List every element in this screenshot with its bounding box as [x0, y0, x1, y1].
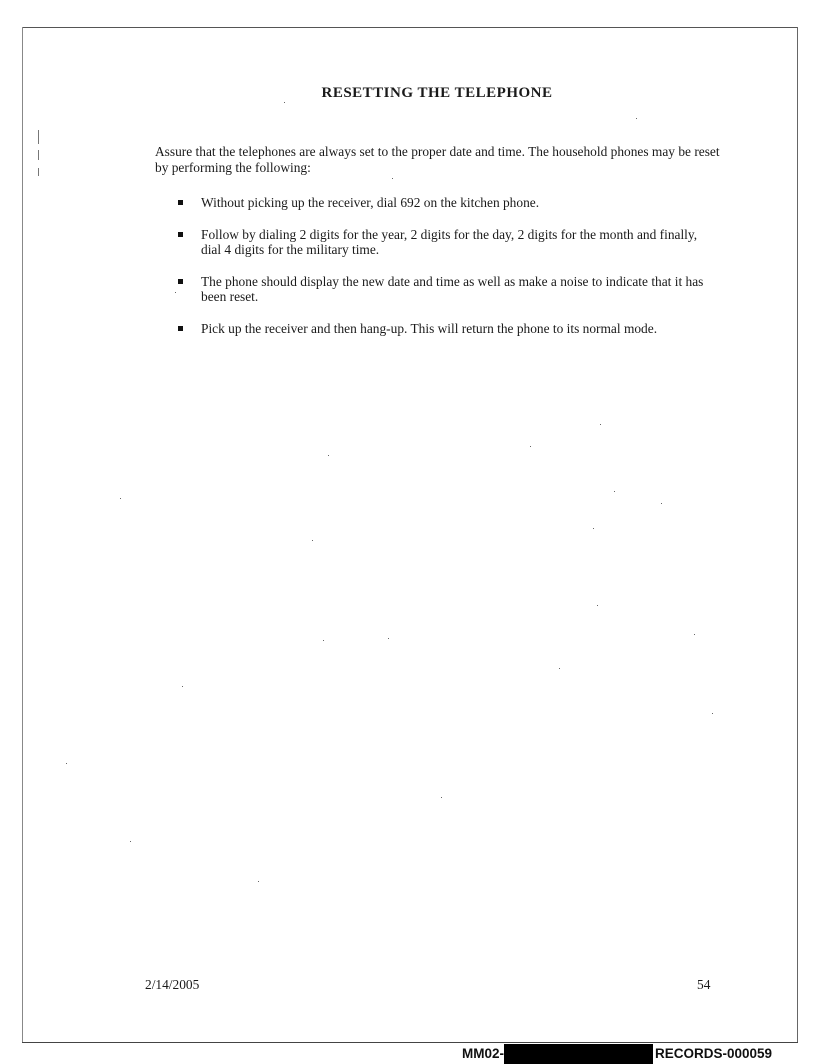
scan-speck	[600, 424, 601, 425]
page-border-right	[797, 27, 798, 1043]
bates-stamp	[462, 1044, 772, 1064]
scan-speck	[694, 634, 695, 635]
scan-speck	[66, 763, 67, 764]
step-text: The phone should display the new date and time as well as make a noise to indicate that it has been reset.	[201, 273, 704, 304]
scan-mark	[38, 168, 39, 176]
bullet-icon	[178, 232, 183, 237]
step-text: Follow by dialing 2 digits for the year, 2 digits for the day, 2 digits for the month and finally, dial 4 digits for the military time.	[201, 226, 698, 257]
page-border-bottom	[22, 1042, 798, 1043]
scan-speck	[530, 446, 531, 447]
page-border-top	[22, 27, 798, 28]
bullet-icon	[178, 279, 183, 284]
scan-speck	[597, 605, 598, 606]
scan-speck	[258, 881, 259, 882]
scan-speck	[130, 841, 131, 842]
list-item	[155, 321, 720, 337]
scan-speck	[559, 668, 560, 669]
page-number: 54	[697, 977, 711, 992]
bullet-icon	[178, 326, 183, 331]
scan-speck	[312, 540, 313, 541]
scan-mark	[38, 130, 39, 144]
redaction-block	[504, 1044, 653, 1064]
scan-speck	[636, 118, 637, 119]
steps-list	[155, 195, 720, 352]
page-border-left	[22, 27, 23, 1043]
scan-speck	[593, 528, 594, 529]
list-item	[155, 227, 720, 258]
scan-speck	[388, 638, 389, 639]
scan-speck	[441, 797, 442, 798]
step-text: Pick up the receiver and then hang-up. This will return the phone to its normal mode.	[201, 320, 658, 336]
scan-mark	[38, 150, 39, 160]
document-title: RESETTING THE TELEPHONE	[321, 85, 553, 101]
scan-speck	[614, 491, 615, 492]
scan-speck	[120, 498, 121, 499]
intro-paragraph: Assure that the telephones are always set to the proper date and time. The household phones may be reset by performing the following:	[155, 144, 720, 175]
step-text: Without picking up the receiver, dial 692 on the kitchen phone.	[201, 195, 540, 210]
stamp-suffix: RECORDS-000059	[655, 1046, 773, 1061]
bullet-icon	[178, 200, 183, 205]
scan-speck	[182, 686, 183, 687]
stamp-prefix: MM02-	[462, 1046, 505, 1061]
scan-speck	[284, 102, 285, 103]
list-item	[155, 195, 720, 211]
scan-speck	[328, 455, 329, 456]
scan-speck	[323, 640, 324, 641]
scan-speck	[712, 713, 713, 714]
footer-date: 2/14/2005	[145, 977, 200, 992]
scan-speck	[392, 178, 393, 179]
list-item	[155, 274, 720, 305]
scan-speck	[175, 292, 176, 293]
scan-speck	[661, 503, 662, 504]
